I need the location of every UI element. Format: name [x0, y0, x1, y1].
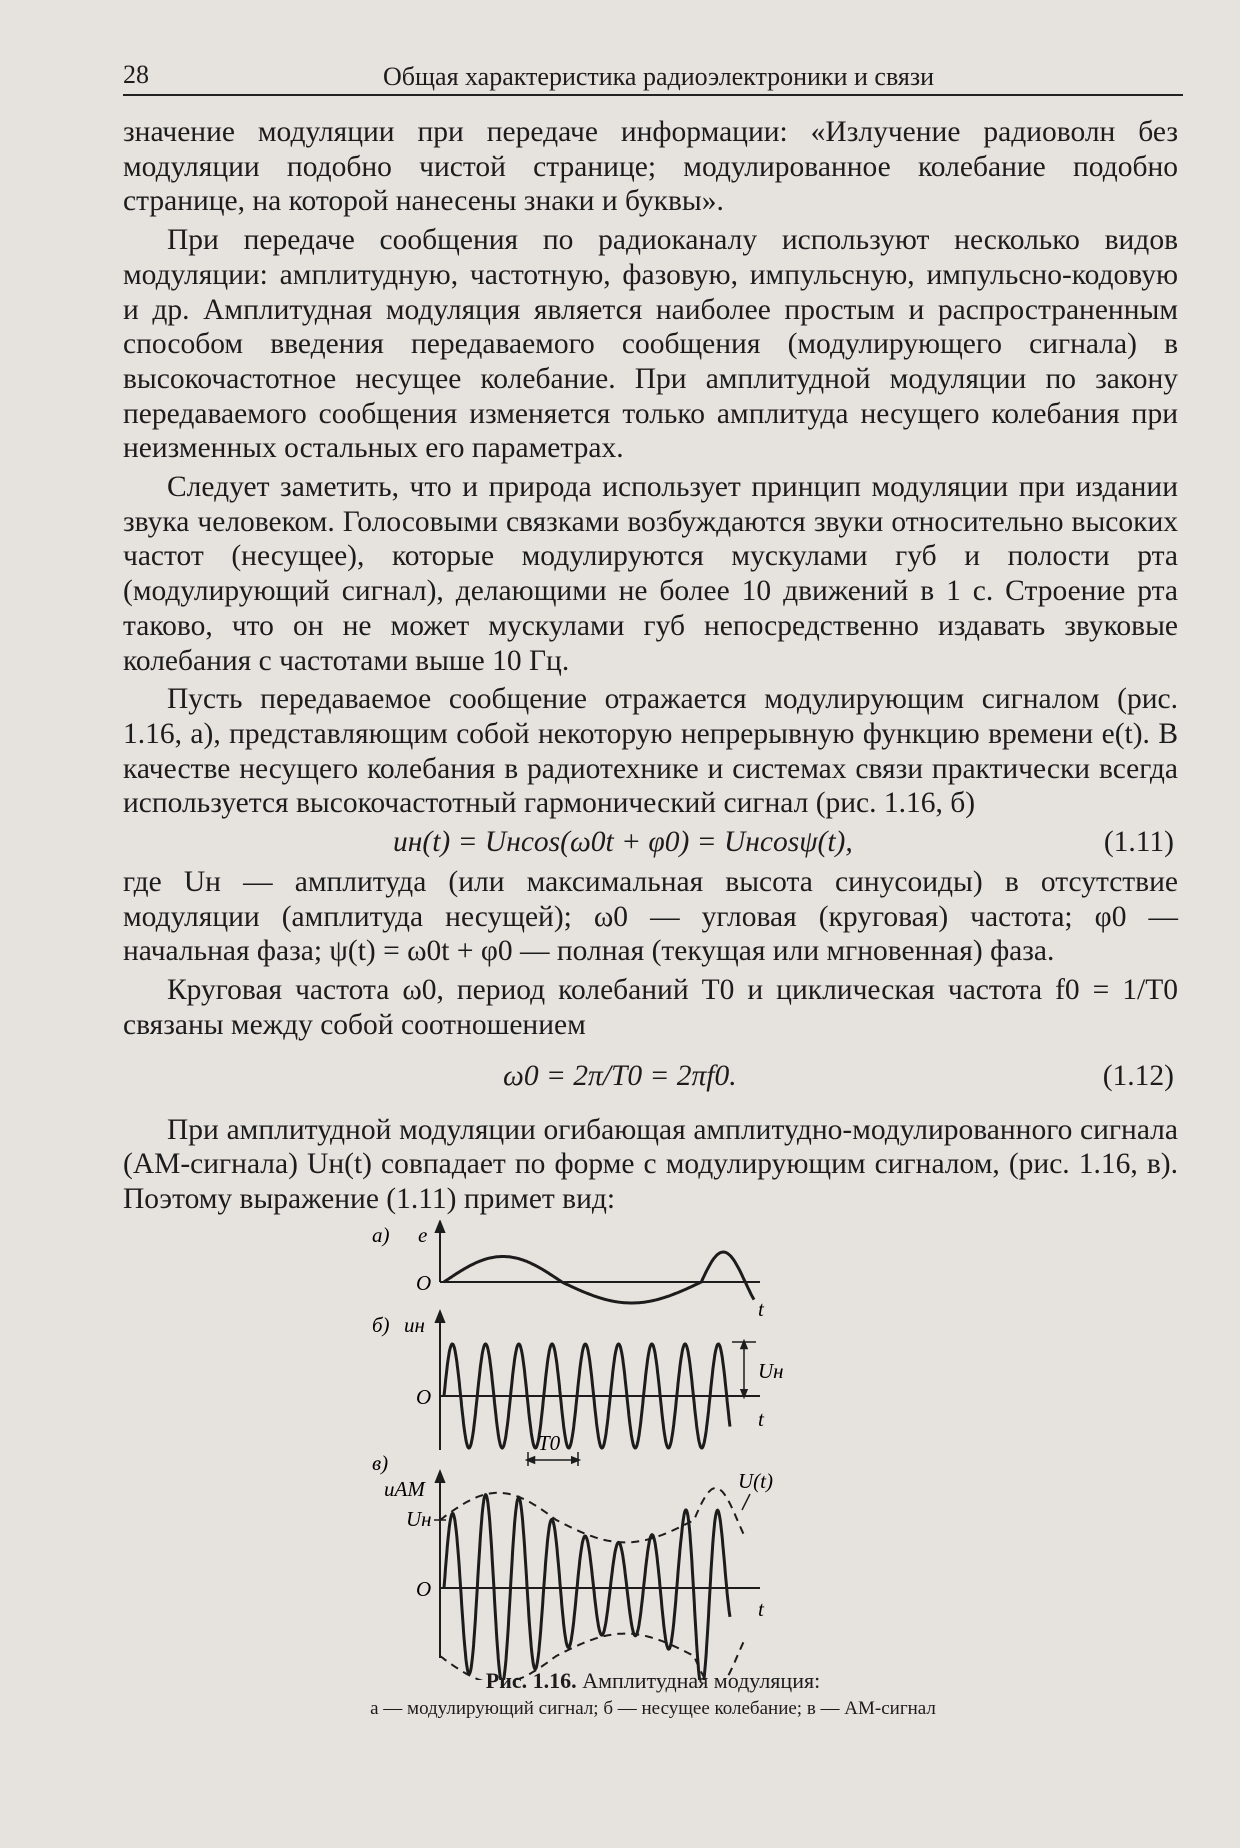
caption-title-line	[123, 1668, 1183, 1694]
panel-b-letter: б)	[372, 1313, 390, 1337]
panel-c-envelope-label: U(t)	[738, 1469, 773, 1493]
panel-a-modulating-curve	[444, 1252, 754, 1303]
paragraph-1: значение модуляции при передаче информации: «Излучение радиоволн без модуляции подобно чистой странице; модулированное колебание подобно странице, на которой нанесены знаки и буквы».	[123, 116, 1178, 218]
caption-title: Амплитудная модуляция:	[582, 1668, 821, 1693]
panel-c-level-label: Uн	[406, 1507, 432, 1531]
panel-b-period-label: T0	[538, 1431, 561, 1455]
panel-c-letter: в)	[372, 1451, 389, 1475]
panel-a-ylabel: e	[418, 1223, 428, 1247]
page-header	[123, 58, 1183, 96]
panel-a-xlabel: t	[758, 1297, 764, 1321]
equation-1-12	[123, 1043, 1178, 1099]
equation-number: (1.12)	[1102, 1059, 1174, 1092]
panel-b-origin: O	[416, 1385, 432, 1409]
paragraph-5: где Uн — амплитуда (или максимальная высота синусоиды) в отсутствие модуляции (амплитуда несущей); ω0 — угловая (круговая) частота; φ0 — начальная фаза; ψ(t) = ω0t + φ0 — полная (текущая или мгновенная) фаза.	[123, 866, 1178, 968]
caption-legend: а — модулирующий сигнал; б — несущее колебание; в — АМ-сигнал	[370, 1698, 936, 1719]
equation-number: (1.11)	[1103, 826, 1174, 859]
paragraph-4: Пусть передаваемое сообщение отражается модулирующим сигналом (рис. 1.16, а), представляющим собой некоторую непрерывную функцию времени e(t). В качестве несущего колебания в радиотехнике и системах связи практически всегда используется высокочастотный гармонический сигнал (рис. 1.16, б)	[123, 683, 1178, 820]
panel-b-amplitude-label: Uн	[758, 1359, 784, 1383]
panel-a-origin: O	[416, 1271, 432, 1295]
running-title: Общая характеристика радиоэлектроники и связи	[383, 62, 935, 91]
panel-c-xlabel: t	[758, 1597, 764, 1621]
paragraph-6: Круговая частота ω0, период колебаний T0 и циклическая частота f0 = 1/T0 связаны между собой соотношением	[123, 974, 1178, 1041]
equation-formula: ω0 = 2π/T0 = 2πf0.	[503, 1059, 737, 1092]
paragraph-3: Следует заметить, что и природа использует принцип модуляции при издании звука человеком. Голосовыми связками возбуждаются звуки относительно высоких частот (несущее), которые модулируются мускулами губ и полости рта (модулирующий сигнал), делающими не более 10 движений в 1 с. Строение рта таково, что он не может мускулами губ непосредственно издавать звуковые колебания с частотами выше 10 Гц.	[123, 471, 1178, 677]
figure-1-16	[360, 1220, 920, 1680]
panel-a-letter: а)	[372, 1223, 390, 1247]
paragraph-2: При передаче сообщения по радиоканалу используют несколько видов модуляции: амплитудную, частотную, фазовую, импульсную, импульсно-кодовую и др. Амплитудная модуляция является наиболее простым и распространенным способом введения передаваемого сообщения (модулирующего сигнала) в высокочастотное несущее колебание. При амплитудной модуляции по закону передаваемого сообщения изменяется только амплитуда несущего колебания при неизменных остальных его параметрах.	[123, 224, 1178, 465]
page-number: 28	[123, 60, 149, 89]
figure-caption	[123, 1668, 1183, 1720]
equation-formula: uн(t) = Uнcos(ω0t + φ0) = Uнcosψ(t),	[393, 826, 853, 859]
panel-b-ylabel: uн	[404, 1313, 425, 1337]
panel-c-ylabel: uАМ	[384, 1477, 425, 1501]
caption-figure-number: Рис. 1.16.	[485, 1668, 577, 1693]
panel-b-xlabel: t	[758, 1407, 764, 1431]
panel-c-origin: O	[416, 1577, 432, 1601]
paragraph-7: При амплитудной модуляции огибающая амплитудно-модулированного сигнала (АМ-сигнала) Uн(t) совпадает по форме с модулирующим сигналом, (рис. 1.16, в). Поэтому выражение (1.11) примет вид:	[123, 1113, 1178, 1215]
main-text	[123, 115, 1178, 1217]
panel-c-envelope-pointer	[742, 1494, 750, 1510]
equation-1-11	[123, 821, 1178, 865]
